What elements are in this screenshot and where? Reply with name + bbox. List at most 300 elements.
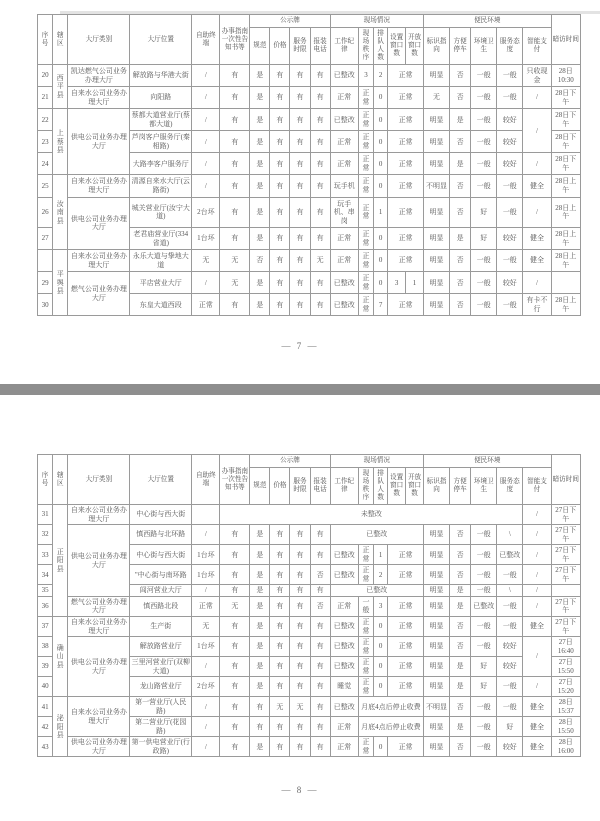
table-cell: 是 [250,617,270,637]
table-cell: 正常 [388,65,424,87]
table-cell: 28日上午 [551,197,580,228]
column-header: 规范 [250,468,270,505]
column-header: 服务态度 [497,28,523,65]
table-cell: 否 [450,565,471,585]
table-cell: 正常 [358,87,373,109]
table-cell: 否 [450,294,471,316]
table-cell: 明显 [423,250,449,272]
column-header: 公示牌 [250,15,330,28]
table-cell: 有 [220,717,250,737]
table-cell: 明显 [423,637,449,657]
table-cell: 27日下午 [551,505,580,525]
table-cell: 一般 [471,617,497,637]
table-cell: 24 [38,153,53,175]
table-cell: 无 [290,697,310,717]
table-cell: 有 [270,596,290,616]
table-cell: 月底4点后停止收费 [358,717,423,737]
table-cell: 凯达燃气公司业务办理大厅 [68,65,130,87]
table-cell: 7 [374,294,388,316]
table-cell: 已整改 [330,697,358,717]
column-header: 工作纪律 [330,468,358,505]
table-cell: 1 [374,197,388,228]
table-cell: 汝南县 [53,175,68,250]
table-row [38,505,581,525]
table-cell: / [523,545,551,565]
table-cell: 有 [270,657,290,677]
table-cell: 有 [290,596,310,616]
table-cell: 有 [270,637,290,657]
table-cell: / [523,87,551,109]
table-cell: 有 [220,525,250,545]
table-cell: 一般 [471,697,497,717]
column-header: 服务态度 [497,468,523,505]
table-cell: 明显 [423,596,449,616]
table-cell: 有 [220,617,250,637]
column-header: 排队人数 [374,28,388,65]
table-cell: 是 [450,228,471,250]
table-cell: 是 [250,131,270,153]
column-header: 便民环境 [423,15,551,28]
table-cell: 27日下午 [551,596,580,616]
table-cell: 城关营业厅(汝宁大道) [130,197,192,228]
table-cell: 32 [38,525,53,545]
table-cell: 无 [270,697,290,717]
table-cell: 明显 [423,585,449,597]
table-cell: 有 [290,109,310,131]
table-cell: 好 [497,717,523,737]
table-row [38,272,581,294]
table-cell [551,585,580,597]
table-cell: 一般 [471,109,497,131]
table-cell: 0 [374,131,388,153]
table-cell: 正常 [358,175,373,197]
table-cell: 明显 [423,737,449,757]
table-cell: 一般 [497,697,523,717]
table-cell: 否 [450,87,471,109]
table-cell: 2台坏 [192,197,220,228]
table-cell: 一般 [471,585,497,597]
column-header: 现场情况 [330,455,423,468]
table-cell: 一般 [471,565,497,585]
table-cell: 有 [310,525,330,545]
table-cell: 一般 [471,153,497,175]
table-cell: 27日16:40 [551,637,580,657]
table-cell: 是 [450,596,471,616]
column-header: 设置窗口数 [388,468,406,505]
table-cell: 28日下午 [551,87,580,109]
table-cell: 已整改 [330,109,358,131]
column-header: 设置窗口数 [388,28,406,65]
table-cell: 正常 [358,677,373,697]
table-cell: 28日下午 [551,131,580,153]
table-cell: 一般 [471,65,497,87]
table-cell: 明显 [423,109,449,131]
column-header: 大厅类别 [68,455,130,505]
table-cell: 闾河营业大厅 [130,585,192,597]
table-cell: 供电公司业务办理大厅 [68,525,130,597]
table-cell: 39 [38,657,53,677]
column-header: 标识指向 [423,28,449,65]
table-cell: 一般 [471,717,497,737]
column-header: 现场情况 [330,15,423,28]
table-cell: 28日10:30 [551,65,580,87]
table-cell: 33 [38,545,53,565]
table-cell: 正常 [358,737,373,757]
table-cell: 明显 [423,197,449,228]
page-number-8: — 8 — [281,785,319,795]
table-cell: 有 [310,657,330,677]
table-cell: 一般 [471,294,497,316]
table-cell: 是 [250,294,270,316]
table-cell: 供电公司业务办理大厅 [68,197,130,250]
column-header: 开放窗口数 [406,28,424,65]
table-cell: / [192,697,220,717]
table-cell: 否 [310,596,330,616]
table-cell: 正常 [358,637,373,657]
table-cell: 有 [290,228,310,250]
table-cell: 是 [250,175,270,197]
table-cell: 是 [250,153,270,175]
table-cell: / [192,153,220,175]
table-cell: 是 [250,677,270,697]
table-row [38,87,581,109]
table-cell: 好 [471,197,497,228]
table-cell: 21 [38,87,53,109]
table-cell: 一般 [497,677,523,697]
column-header: 暗访时间 [551,455,580,505]
table-cell: 3 [374,596,388,616]
table-cell: / [192,657,220,677]
table-cell: 28日上午 [551,250,580,272]
page-2 [37,454,581,757]
table-cell: 有 [220,677,250,697]
table-cell: 有 [270,197,290,228]
table-cell: 否 [450,525,471,545]
table-cell: 确山县 [53,617,68,697]
table-cell: 否 [250,250,270,272]
table-cell: 有 [290,677,310,697]
table-cell: 明显 [423,617,449,637]
table-cell: 22 [38,109,53,131]
table-cell: 0 [374,175,388,197]
table-cell: 明显 [423,717,449,737]
table-cell: 一般 [497,565,523,585]
table-cell: 有 [270,585,290,597]
table-cell: 已整改 [471,596,497,616]
table-cell: 正常 [388,197,424,228]
column-header: 序号 [38,455,53,505]
column-header: 开放窗口数 [406,468,424,505]
table-cell: 有 [220,737,250,757]
table-cell: 一般 [471,737,497,757]
table-cell: 是 [250,737,270,757]
table-cell: 正常 [330,228,358,250]
table-cell: 正常 [330,250,358,272]
table-cell: 已整改 [497,545,523,565]
table-cell: / [523,272,551,294]
table-cell: 35 [38,585,53,597]
column-header: 辖区 [53,15,68,65]
table-cell: 0 [374,272,388,294]
table-cell: 正常 [192,596,220,616]
column-header: 现场秩序 [358,468,373,505]
table-cell: 有 [290,294,310,316]
table-cell: 有 [290,585,310,597]
column-header: 自助终端 [192,15,220,65]
table-cell: 供电公司业务办理大厅 [68,737,130,757]
column-header: 暗访时间 [551,15,580,65]
table-cell: 有 [270,65,290,87]
table-cell: 有 [220,175,250,197]
table-cell: 健全 [523,250,551,272]
table-cell: 27日下午 [551,617,580,637]
table-cell: 有 [310,87,330,109]
table-cell: 较好 [497,228,523,250]
table-cell: 28日上午 [551,228,580,250]
table-cell [192,505,220,525]
table-cell: 有 [220,585,250,597]
table-cell: 一般 [497,197,523,228]
table-cell: 有 [290,617,310,637]
table-cell: 明显 [423,228,449,250]
table-cell: 一般 [471,250,497,272]
table-cell: 1台坏 [192,545,220,565]
table-row [38,109,581,131]
table-cell: 有 [270,175,290,197]
table-cell: 是 [250,228,270,250]
table-cell: 有 [310,617,330,637]
table-cell: 有 [250,697,270,717]
table-cell: 明显 [423,153,449,175]
column-header: 智能支付 [523,468,551,505]
table-cell: 0 [374,87,388,109]
table-cell: 34 [38,565,53,585]
table-cell: 第二营业厅(花园路) [130,717,192,737]
table-cell: 29 [38,272,53,294]
inspection-table-page-2 [37,454,581,757]
table-cell: 有 [220,153,250,175]
table-cell: 明显 [423,677,449,697]
table-cell: 是 [450,109,471,131]
table-cell: 解放路与华港大街 [130,65,192,87]
table-cell: 一般 [497,250,523,272]
table-cell: / [192,109,220,131]
table-cell: 0 [374,617,388,637]
table-cell: 正常 [388,175,424,197]
table-cell: 3 [358,65,373,87]
table-cell: 平舆县 [53,250,68,316]
table-cell: 有 [270,545,290,565]
table-cell: 蔡都大道营业厅(蔡都大道) [130,109,192,131]
column-header: 服务时限 [290,468,310,505]
table-cell: 有 [270,717,290,737]
table-cell: 一般 [471,131,497,153]
table-cell: 较好 [497,109,523,131]
table-cell: 有 [310,717,330,737]
table-row [38,596,581,616]
table-cell: 未整改 [220,505,523,525]
table-cell: / [192,65,220,87]
table-cell: 是 [250,272,270,294]
table-cell: 28日上午 [551,294,580,316]
table-cell: 有 [290,250,310,272]
table-cell: 正常 [330,153,358,175]
table-cell [551,272,580,294]
table-cell: / [523,585,551,597]
table-cell: 有 [310,677,330,697]
table-cell: 西平县 [53,65,68,109]
column-header: 大厅位置 [130,455,192,505]
table-cell: 泌阳县 [53,697,68,757]
table-cell: 正常 [358,545,373,565]
table-cell: 是 [450,677,471,697]
column-header: 便民环境 [423,455,551,468]
table-cell: 是 [250,87,270,109]
table-cell: 有 [270,228,290,250]
table-cell: 否 [450,250,471,272]
table-cell: 25 [38,175,53,197]
table-cell: 正常 [192,294,220,316]
table-cell: 无 [220,596,250,616]
table-cell: 有 [310,272,330,294]
table-cell: 有 [220,294,250,316]
table-cell: 中心街与西大街 [130,545,192,565]
inspection-table-page-1 [37,14,581,316]
page-number-7: — 7 — [281,341,319,351]
column-header: 环境卫生 [471,468,497,505]
table-cell: 大路李客户服务厅 [130,153,192,175]
table-cell: / [192,272,220,294]
table-cell: 较好 [497,657,523,677]
table-cell: 已整改 [330,637,358,657]
table-cell: 0 [374,250,388,272]
column-header: 方便停车 [450,28,471,65]
table-cell: 上蔡县 [53,109,68,175]
table-cell: 0 [374,677,388,697]
table-row [38,637,581,657]
table-cell: 27日15:50 [551,657,580,677]
table-cell: 有 [310,131,330,153]
table-row [38,697,581,717]
table-cell: 否 [450,637,471,657]
table-cell: 有 [310,65,330,87]
table-cell: \ [497,525,523,545]
table-cell: / [192,717,220,737]
table-cell: 龙山路营业厅 [130,677,192,697]
table-cell: "中心街与南环路 [130,565,192,585]
table-cell: 有卡不行 [523,294,551,316]
table-cell: 正常 [388,617,424,637]
column-header: 规范 [250,28,270,65]
table-cell: 有 [270,272,290,294]
table-cell: 一般 [471,87,497,109]
table-cell: 月底4点后停止收费 [358,697,423,717]
table-cell: 慎西路北段 [130,596,192,616]
table-cell: 是 [250,109,270,131]
table-cell: 1 [406,272,424,294]
table-cell: 0 [374,737,388,757]
table-cell: 一般 [471,175,497,197]
table-cell: 有 [220,565,250,585]
table-cell: 是 [450,153,471,175]
table-cell: 无 [220,250,250,272]
table-cell: 否 [450,131,471,153]
table-cell: 30 [38,294,53,316]
table-cell: 睡觉 [330,677,358,697]
table-cell: 健全 [523,697,551,717]
table-cell: 28日15:37 [551,697,580,717]
table-cell: 清源自来水大厅(云路街) [130,175,192,197]
table-cell: 解放路营业厅 [130,637,192,657]
table-cell: / [523,197,551,228]
table-cell: 有 [290,637,310,657]
table-cell: 无 [192,250,220,272]
table-cell: 否 [450,545,471,565]
table-cell: 一般 [471,637,497,657]
table-cell: 23 [38,131,53,153]
table-cell: 正常 [388,87,424,109]
table-cell: 是 [250,637,270,657]
table-cell: 好 [471,677,497,697]
table-row [38,65,581,87]
table-cell: 有 [220,87,250,109]
table-cell: 正阳县 [53,505,68,617]
table-cell: 2台坏 [192,677,220,697]
table-cell: 1台坏 [192,228,220,250]
table-cell: 有 [310,197,330,228]
table-cell: 永乐大道与挚地大道 [130,250,192,272]
table-cell: 否 [450,617,471,637]
table-cell: 燃气公司业务办理大厅 [68,272,130,316]
table-cell: 正常 [358,565,373,585]
page-separator [0,384,600,395]
table-cell: 否 [450,175,471,197]
table-cell: 是 [450,585,471,597]
table-cell: 正常 [330,87,358,109]
table-cell: 否 [450,697,471,717]
table-cell: 38 [38,637,53,657]
table-cell: 有 [220,657,250,677]
column-header: 序号 [38,15,53,65]
table-cell: 健全 [523,175,551,197]
table-cell: 有 [290,175,310,197]
table-cell: 有 [310,228,330,250]
table-cell: 正常 [388,545,424,565]
table-cell: 正常 [358,197,373,228]
table-cell: / [523,505,551,525]
table-cell: / [192,131,220,153]
column-header: 价格 [270,28,290,65]
table-cell: 正常 [388,677,424,697]
table-cell: 有 [290,153,310,175]
table-cell: 有 [270,565,290,585]
table-cell: 2 [374,565,388,585]
table-cell: 正常 [388,250,424,272]
table-cell: 正常 [388,228,424,250]
column-header: 方便停车 [450,468,471,505]
column-header: 现场秩序 [358,28,373,65]
table-cell: 正常 [358,657,373,677]
column-header: 公示牌 [250,455,330,468]
table-cell: 一般 [471,545,497,565]
table-cell: 有 [270,250,290,272]
table-cell: 向阳路 [130,87,192,109]
table-cell: 正常 [330,717,358,737]
table-cell: / [192,175,220,197]
table-cell: 正常 [388,131,424,153]
table-cell: 健全 [523,617,551,637]
table-cell: 已整改 [330,585,423,597]
